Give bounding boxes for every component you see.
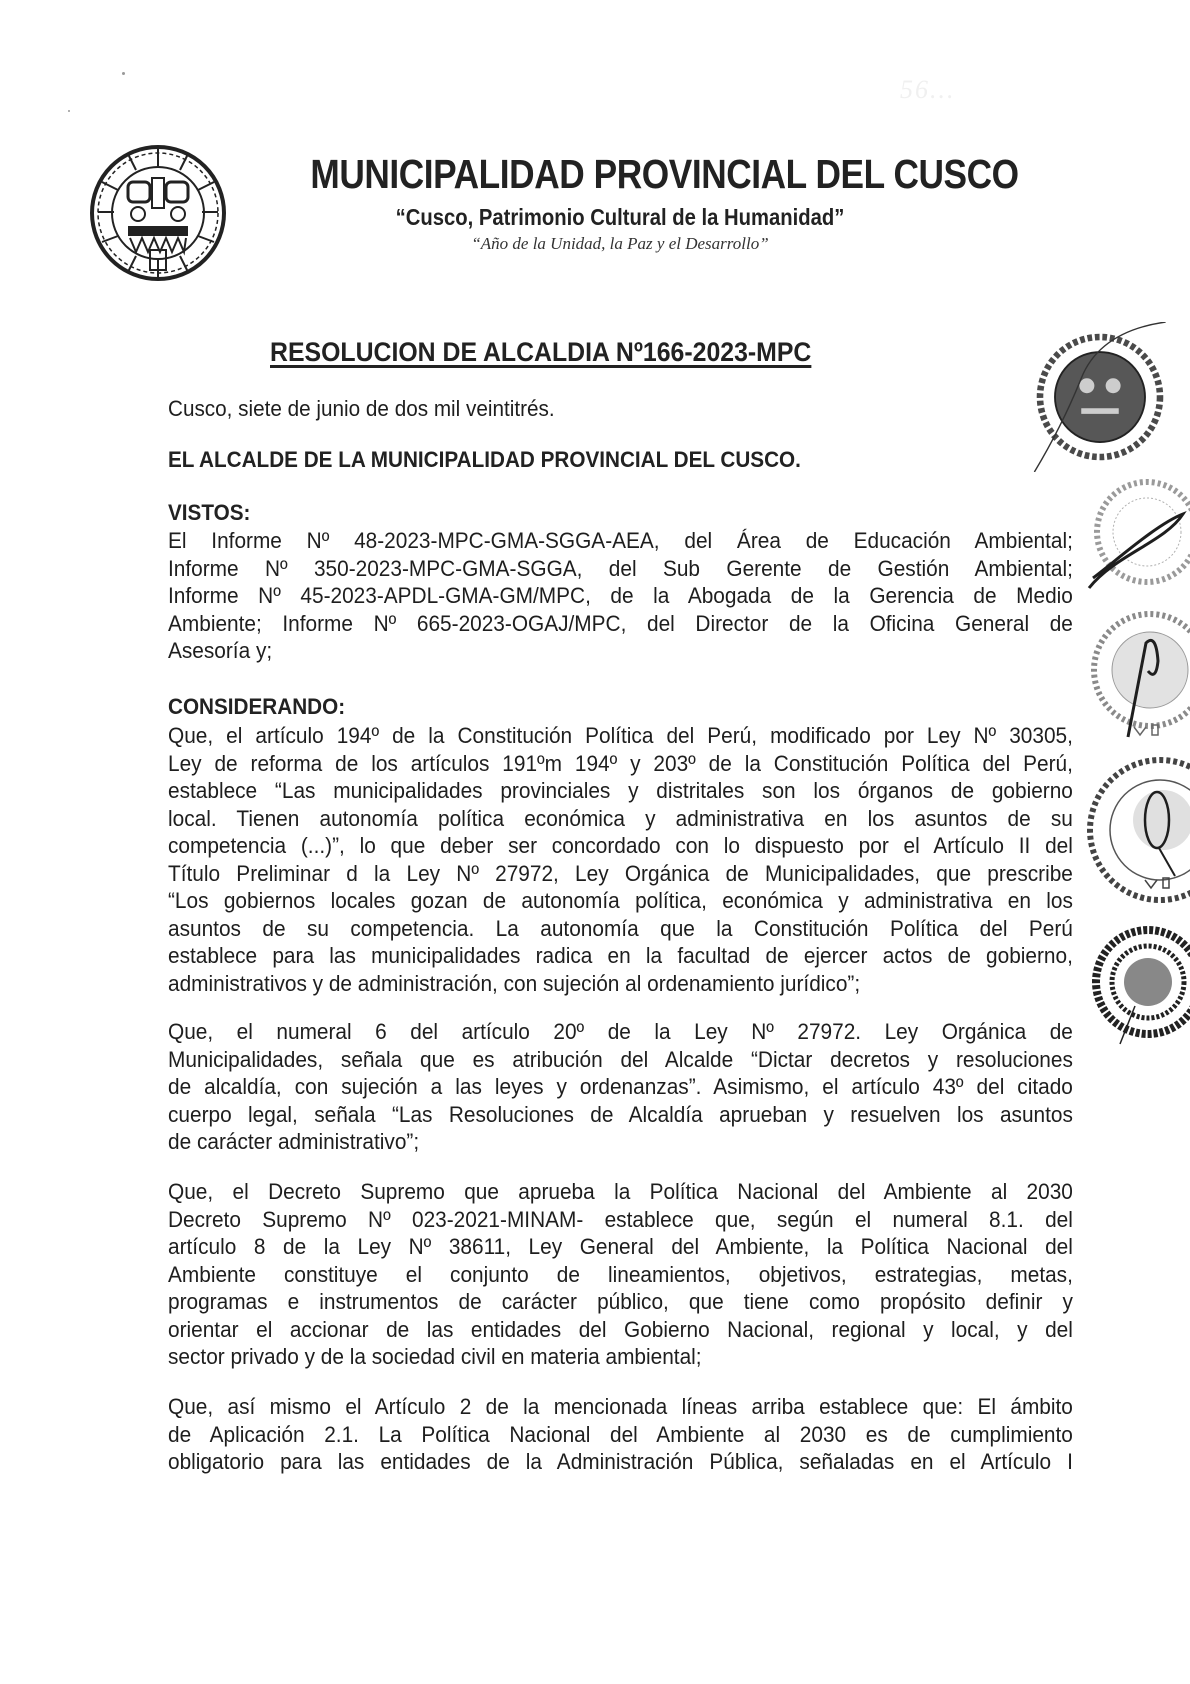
cusco-emblem-logo bbox=[88, 142, 228, 284]
considerando-paragraph-3 bbox=[168, 1178, 1073, 1371]
paragraph-line: “Los gobiernos locales gozan de autonomía política, económica y administrativa en los bbox=[168, 888, 1073, 913]
paragraph-line: asuntos de su competencia. La autonomía que la Constitución Política del Perú bbox=[168, 915, 1073, 941]
paragraph-line: Que, el artículo 194º de la Constitución Política del Perú, modificado por Ley Nº 30305, bbox=[168, 723, 1073, 748]
paragraph-line: sector privado y de la sociedad civil en materia ambiental; bbox=[168, 1344, 702, 1369]
resolution-title: RESOLUCION DE ALCALDIA Nº166-2023-MPC bbox=[270, 337, 812, 367]
paragraph-line: Ley de reforma de los artículos 191ºm 194º y 203º de la Constitución Política del Perú, bbox=[168, 750, 1073, 776]
paragraph-line: local. Tienen autonomía política económica y administrativa en los asuntos de su bbox=[168, 805, 1073, 831]
considerando-paragraph-1 bbox=[168, 722, 1073, 997]
paragraph-line: Título Preliminar d la Ley Nº 27972, Ley Orgánica de Municipalidades, que prescribe bbox=[168, 860, 1073, 886]
date-line: Cusco, siete de junio de dos mil veintitrés. bbox=[168, 396, 555, 421]
paragraph-line: Que, el Decreto Supremo que aprueba la Política Nacional del Ambiente al 2030 bbox=[168, 1179, 1073, 1204]
vistos-heading: VISTOS: bbox=[168, 500, 251, 525]
paragraph-line: competencia (...)”, lo que deber ser concordado con lo dispuesto por el Artículo II del bbox=[168, 833, 1073, 858]
vistos-line: El Informe Nº 48-2023-MPC-GMA-SGGA-AEA, del Área de Educación Ambiental; bbox=[168, 528, 1073, 553]
issuer-line: EL ALCALDE DE LA MUNICIPALIDAD PROVINCIAL DEL CUSCO. bbox=[168, 447, 801, 472]
considerando-paragraph-4 bbox=[168, 1393, 1073, 1476]
vistos-paragraph bbox=[168, 527, 1073, 665]
vistos-line: Informe Nº 350-2023-MPC-GMA-SGGA, del Sub Gerente de Gestión Ambiental; bbox=[168, 555, 1073, 581]
paragraph-line: obligatorio para las entidades de la Administración Pública, señaladas en el Artículo I bbox=[168, 1449, 1073, 1474]
paragraph-line: Municipalidades, señala que es atribución del Alcalde “Dictar decretos y resoluciones bbox=[168, 1046, 1073, 1072]
institution-slogan: “Cusco, Patrimonio Cultural de la Humanidad” bbox=[395, 204, 845, 230]
scan-speck bbox=[68, 110, 70, 112]
paragraph-line: Que, así mismo el Artículo 2 de la mencionada líneas arriba establece que: El ámbito bbox=[168, 1394, 1073, 1419]
alcaldia-seal-stamp bbox=[1020, 322, 1180, 472]
paragraph-line: administrativos y de administración, con sujeción al ordenamiento jurídico”; bbox=[168, 970, 861, 996]
considerando-heading: CONSIDERANDO: bbox=[168, 694, 346, 719]
paragraph-line: artículo 8 de la Ley Nº 38611, Ley General del Ambiente, la Política Nacional del bbox=[168, 1234, 1073, 1259]
paragraph-line: establece “Las municipalidades provinciales y distritales son los órganos de gobierno bbox=[168, 778, 1073, 803]
asesor-legal-seal-stamp bbox=[1090, 920, 1190, 1045]
institution-name: MUNICIPALIDAD PROVINCIAL DEL CUSCO bbox=[310, 151, 1019, 197]
considerando-paragraph-2 bbox=[168, 1018, 1073, 1156]
vistos-line: Asesoría y; bbox=[168, 638, 273, 663]
paragraph-line: Decreto Supremo Nº 023-2021-MINAM- establece que, según el numeral 8.1. del bbox=[168, 1206, 1073, 1232]
year-motto: “Año de la Unidad, la Paz y el Desarrollo” bbox=[471, 234, 769, 253]
pencil-note-watermark: 56... bbox=[900, 75, 956, 104]
paragraph-line: establece para las municipalidades radica en la facultad de ejercer actos de gobierno, bbox=[168, 943, 1073, 968]
paragraph-line: programas e instrumentos de carácter público, que tiene como propósito definir y bbox=[168, 1289, 1073, 1314]
paragraph-line: Ambiente constituye el conjunto de lineamientos, objetivos, estrategias, metas, bbox=[168, 1261, 1073, 1287]
secretaria-faint-stamp bbox=[1085, 470, 1190, 600]
paragraph-line: Que, el numeral 6 del artículo 20º de la Ley Nº 27972. Ley Orgánica de bbox=[168, 1019, 1073, 1044]
paragraph-line: de Aplicación 2.1. La Política Nacional del Ambiente al 2030 es de cumplimiento bbox=[168, 1421, 1073, 1447]
scan-speck bbox=[122, 72, 125, 75]
paragraph-line: de carácter administrativo”; bbox=[168, 1129, 420, 1154]
paragraph-line: cuerpo legal, señala “Las Resoluciones de Alcaldía aprueban y resuelven los asuntos bbox=[168, 1101, 1073, 1127]
paragraph-line: orientar el accionar de las entidades del Gobierno Nacional, regional y local, y del bbox=[168, 1316, 1073, 1342]
medio-ambiente-vobo-stamp bbox=[1085, 752, 1190, 912]
paragraph-line: de alcaldía, con sujeción a las leyes y ordenanzas”. Asimismo, el artículo 43º del citado bbox=[168, 1074, 1073, 1099]
asesoria-juridica-vobo-stamp bbox=[1090, 605, 1190, 745]
vistos-line: Ambiente; Informe Nº 665-2023-OGAJ/MPC, del Director de la Oficina General de bbox=[168, 610, 1073, 636]
vistos-line: Informe Nº 45-2023-APDL-GMA-GM/MPC, de la Abogada de la Gerencia de Medio bbox=[168, 583, 1073, 608]
